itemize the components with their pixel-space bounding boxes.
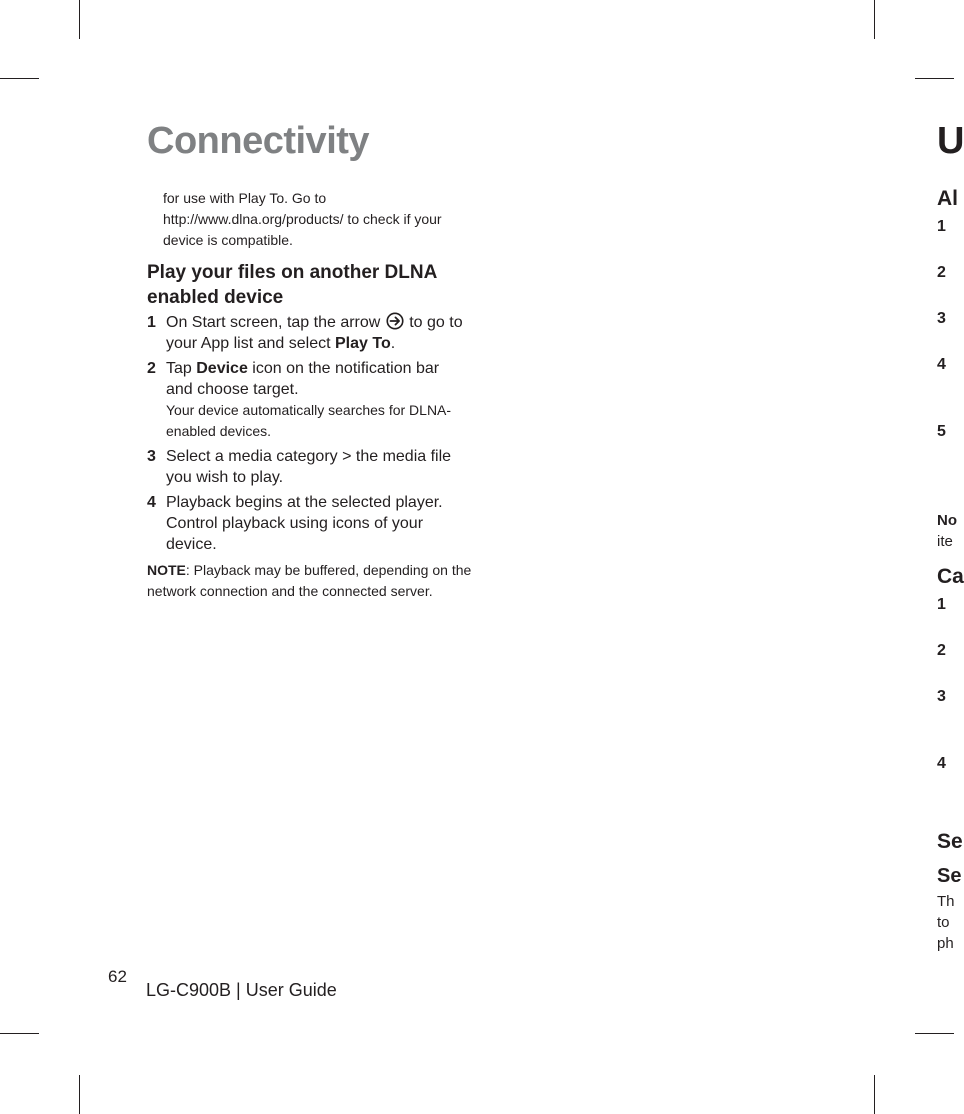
page-number: 62 [108, 967, 127, 986]
step-2 [147, 358, 467, 442]
step-text-part: . [390, 335, 396, 352]
right-page-list-number: 2 [937, 264, 946, 281]
right-page-text-fragment: Th [937, 893, 955, 910]
step-text-part: Tap [166, 360, 192, 377]
right-arrow-circle-icon [386, 312, 404, 330]
step-text-part: icon on the notification bar and choose target. [166, 360, 440, 398]
footer-text: LG-C900B | User Guide [146, 980, 337, 1000]
step-4 [147, 492, 467, 555]
note-text: : Playback may be buffered, depending on the network connection and the connected server. [147, 562, 472, 599]
step-1 [147, 312, 467, 354]
right-page-text-fragment: to [937, 914, 950, 931]
step-text [166, 358, 467, 442]
step-number: 1 [147, 314, 156, 331]
right-page-heading-fragment: Ca [937, 565, 964, 588]
right-page-list-number: 4 [937, 356, 946, 373]
crop-mark-top-right-h [915, 78, 954, 79]
right-page-title-fragment: U [937, 120, 964, 162]
right-page-text-fragment: ite [937, 533, 953, 550]
step-text: Select a media category > the media file you wish to play. [166, 448, 452, 486]
step-3 [147, 446, 467, 488]
step-text-part: to go to your App list and select [166, 314, 463, 352]
right-page-list-number: 2 [937, 642, 946, 659]
crop-mark-bottom-right-h [915, 1033, 954, 1034]
right-page-heading-fragment: Se [937, 865, 962, 887]
step-text [166, 312, 467, 354]
crop-mark-top-right [874, 0, 875, 39]
step-text-part: On Start screen, tap the arrow [166, 314, 381, 331]
device-label: Device [196, 360, 248, 377]
right-page-list-number: 1 [937, 596, 946, 613]
step-number: 4 [147, 494, 156, 511]
right-page-list-number: 3 [937, 310, 946, 327]
play-to-label: Play To [335, 335, 391, 352]
step-number: 2 [147, 360, 156, 377]
step-number: 3 [147, 448, 156, 465]
right-page-list-number: 5 [937, 423, 946, 440]
right-page-text-fragment: ph [937, 935, 954, 952]
right-page-list-number: 4 [937, 755, 946, 772]
crop-mark-top-left [79, 0, 80, 39]
right-page-list-number: 3 [937, 688, 946, 705]
crop-mark-bottom-right [874, 1075, 875, 1114]
intro-paragraph: for use with Play To. Go to http://www.dlna.org/products/ to check if your device is compatible. [163, 190, 442, 248]
right-page-note-fragment: No [937, 512, 957, 529]
step-text: Playback begins at the selected player. Control playback using icons of your device. [166, 494, 443, 553]
note-label: NOTE [147, 562, 186, 578]
crop-mark-bottom-left-h [0, 1033, 39, 1034]
step-subtext: Your device automatically searches for DLNA-enabled devices. [166, 402, 452, 439]
right-page-heading-fragment: Se [937, 830, 963, 853]
crop-mark-bottom-left [79, 1075, 80, 1114]
section-heading: Play your files on another DLNA enabled device [147, 262, 437, 308]
steps-list [147, 312, 467, 559]
right-page-list-number: 1 [937, 218, 946, 235]
page-title: Connectivity [147, 120, 370, 162]
right-page-heading-fragment: Al [937, 187, 958, 210]
note-paragraph [147, 560, 472, 602]
crop-mark-top-left-h [0, 78, 39, 79]
